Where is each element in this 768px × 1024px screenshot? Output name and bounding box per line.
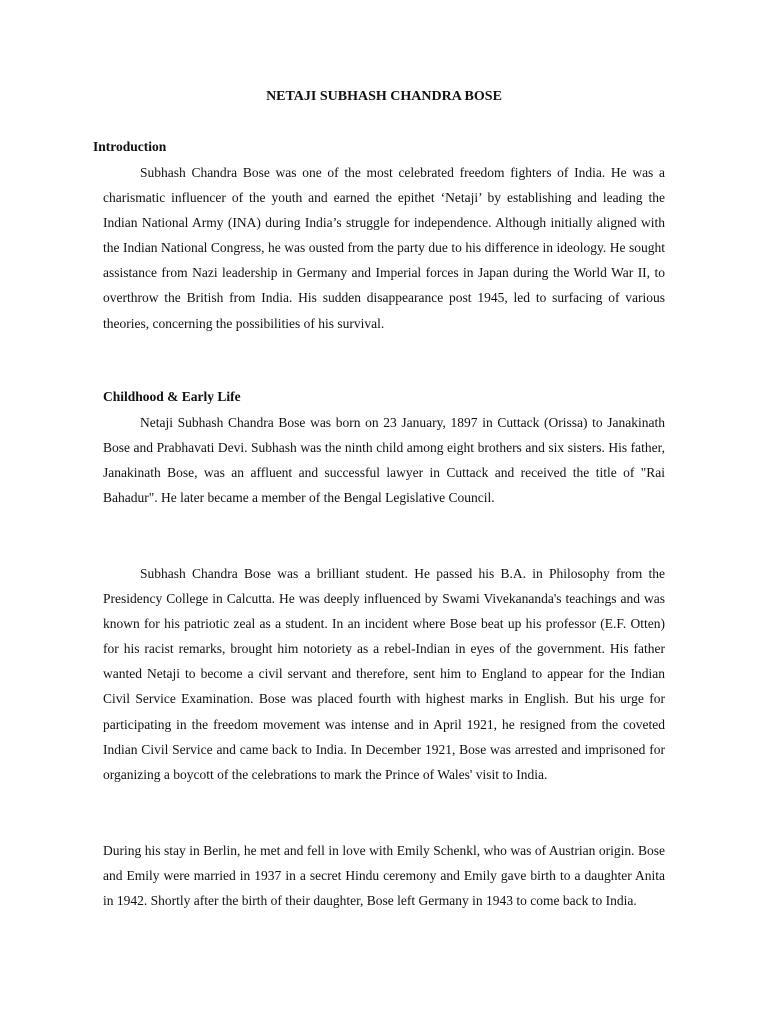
section-heading-introduction: Introduction xyxy=(93,139,167,154)
section-heading-childhood: Childhood & Early Life xyxy=(103,389,241,404)
document-title: NETAJI SUBHASH CHANDRA BOSE xyxy=(266,89,502,104)
paragraph-introduction: Subhash Chandra Bose was one of the most celebrated freedom fighters of India. He was a charismatic influencer of the youth and earned the epithet ‘Netaji’ by establishing and leading the Indian National Army (INA) during India’s struggle for independence. Although initially aligned with the Indian National Congress, he was ousted from the party due to his difference in ideology. He sought assistance from Nazi leadership in Germany and Imperial forces in Japan during the World War II, to overthrow the British from India. His sudden disappearance post 1945, led to surfacing of various theories, concerning the possibilities of his survival. xyxy=(103,165,665,331)
paragraph-berlin: During his stay in Berlin, he met and fell in love with Emily Schenkl, who was of Austrian origin. Bose and Emily were married in 1937 in a secret Hindu ceremony and Emily gave birth to a daughter Anita in 1942. Shortly after the birth of their daughter, Bose left Germany in 1943 to come back to India. xyxy=(103,843,665,909)
paragraph-childhood-birth: Netaji Subhash Chandra Bose was born on 23 January, 1897 in Cuttack (Orissa) to Janakinath Bose and Prabhavati Devi. Subhash was the ninth child among eight brothers and six sisters. His father, Janakinath Bose, was an affluent and successful lawyer in Cuttack and received the title of "Rai Bahadur". He later became a member of the Bengal Legislative Council. xyxy=(103,415,665,506)
paragraph-childhood-education: Subhash Chandra Bose was a brilliant student. He passed his B.A. in Philosophy from the Presidency College in Calcutta. He was deeply influenced by Swami Vivekananda's teachings and was known for his patriotic zeal as a student. In an incident where Bose beat up his professor (E.F. Otten) for his racist remarks, brought him notoriety as a rebel-Indian in eyes of the government. His father wanted Netaji to become a civil servant and therefore, sent him to England to appear for the Indian Civil Service Examination. Bose was placed fourth with highest marks in English. But his urge for participating in the freedom movement was intense and in April 1921, he resigned from the coveted Indian Civil Service and came back to India. In December 1921, Bose was arrested and imprisoned for organizing a boycott of the celebrations to mark the Prince of Wales' visit to India. xyxy=(103,566,665,782)
